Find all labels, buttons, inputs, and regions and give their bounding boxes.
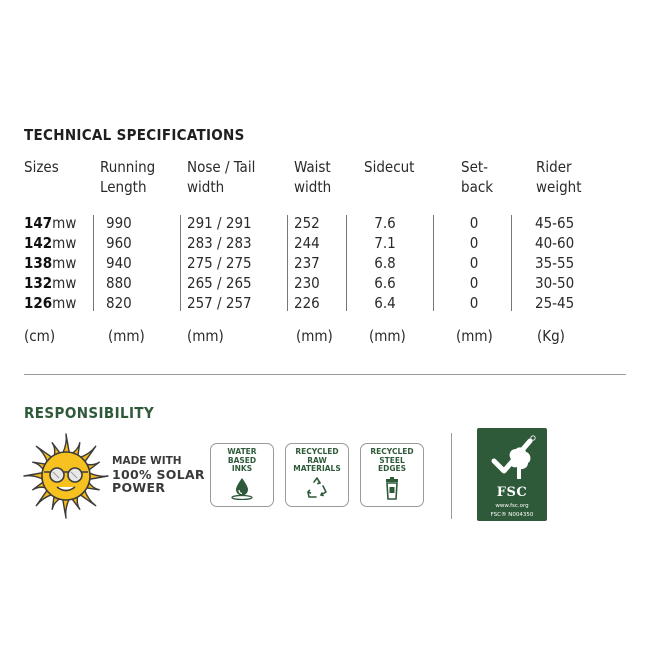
responsibility-title: RESPONSIBILITY	[24, 404, 155, 422]
cell-setback: 0	[469, 294, 479, 312]
column-divider	[93, 215, 94, 311]
section-divider	[24, 374, 626, 375]
cell-sidecut: 7.6	[374, 214, 396, 232]
cell-setback: 0	[469, 274, 479, 292]
sun-ray	[24, 473, 43, 480]
cell-setback: 0	[469, 254, 479, 272]
table-row-size: 126mw	[24, 294, 77, 312]
cell-waist-width: 244	[294, 234, 320, 252]
cell-sidecut: 6.8	[374, 254, 396, 272]
header-waist-width: Waist width	[294, 158, 332, 196]
cell-rider-weight: 45-65	[535, 214, 575, 232]
column-divider	[433, 215, 434, 311]
cell-waist-width: 230	[294, 274, 320, 292]
responsibility-divider	[451, 433, 452, 519]
header-nose-tail-width: Nose / Tail width	[187, 158, 256, 196]
recycle-icon	[305, 476, 329, 500]
sun-ray	[89, 473, 108, 480]
cell-nose-tail-width: 283 / 283	[187, 234, 252, 252]
header-sizes: Sizes	[24, 158, 59, 176]
badge-recycled-steel-edges: RECYCLED STEEL EDGES	[360, 443, 424, 507]
cell-nose-tail-width: 265 / 265	[187, 274, 252, 292]
unit-rider-weight: (Kg)	[537, 327, 565, 345]
cell-nose-tail-width: 291 / 291	[187, 214, 252, 232]
unit-sidecut: (mm)	[369, 327, 406, 345]
table-row-size: 142mw	[24, 234, 77, 252]
unit-nose-tail-width: (mm)	[187, 327, 224, 345]
column-divider	[511, 215, 512, 311]
recycle-bin-icon	[380, 476, 404, 500]
cell-running-length: 880	[106, 274, 132, 292]
cell-running-length: 940	[106, 254, 132, 272]
water-drop-icon	[230, 476, 254, 500]
fsc-url: www.fsc.org	[495, 503, 529, 509]
technical-specifications-title: TECHNICAL SPECIFICATIONS	[24, 126, 245, 144]
table-row-size: 138mw	[24, 254, 77, 272]
unit-running-length: (mm)	[108, 327, 145, 345]
cell-sidecut: 6.6	[374, 274, 396, 292]
header-rider-weight: Rider weight	[536, 158, 582, 196]
cell-running-length: 990	[106, 214, 132, 232]
badge-recycled-raw-materials: RECYCLED RAW MATERIALS	[285, 443, 349, 507]
header-setback: Set- back	[461, 158, 494, 196]
fsc-wordmark: FSC	[496, 485, 528, 500]
cell-sidecut: 7.1	[374, 234, 396, 252]
cell-running-length: 960	[106, 234, 132, 252]
sun-ray	[63, 434, 70, 453]
cell-setback: 0	[469, 234, 479, 252]
fsc-logo	[477, 428, 547, 521]
cell-sidecut: 6.4	[374, 294, 396, 312]
unit-setback: (mm)	[456, 327, 493, 345]
unit-sizes: (cm)	[24, 327, 56, 345]
cell-waist-width: 226	[294, 294, 320, 312]
column-divider	[287, 215, 288, 311]
solar-power-label: MADE WITH 100% SOLAR POWER	[112, 455, 205, 495]
cell-rider-weight: 35-55	[535, 254, 575, 272]
header-running-length: Running Length	[100, 158, 156, 196]
cell-setback: 0	[469, 214, 479, 232]
header-sidecut: Sidecut	[364, 158, 415, 176]
table-row-size: 132mw	[24, 274, 77, 292]
cell-nose-tail-width: 275 / 275	[187, 254, 252, 272]
cell-rider-weight: 30-50	[535, 274, 575, 292]
table-row-size: 147mw	[24, 214, 77, 232]
cell-waist-width: 237	[294, 254, 320, 272]
cell-nose-tail-width: 257 / 257	[187, 294, 252, 312]
sun-ray	[63, 499, 70, 518]
fsc-license-code: FSC® N004350	[490, 512, 534, 518]
fsc-tree-checkmark-icon	[486, 433, 538, 483]
column-divider	[346, 215, 347, 311]
unit-waist-width: (mm)	[296, 327, 333, 345]
badge-water-based-inks: WATER BASED INKS	[210, 443, 274, 507]
column-divider	[180, 215, 181, 311]
cell-rider-weight: 25-45	[535, 294, 575, 312]
sun-with-sunglasses-icon	[22, 432, 110, 520]
cell-running-length: 820	[106, 294, 132, 312]
cell-rider-weight: 40-60	[535, 234, 575, 252]
cell-waist-width: 252	[294, 214, 320, 232]
